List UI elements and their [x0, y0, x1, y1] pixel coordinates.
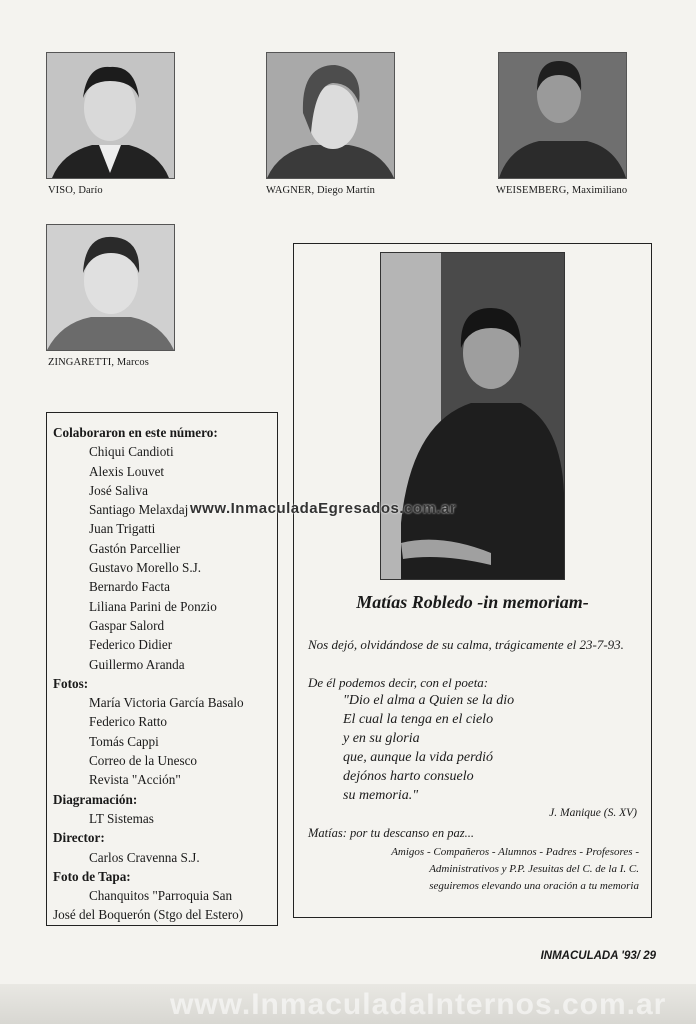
portrait-wagner-image: [267, 53, 394, 178]
memorial-footer-line: seguiremos elevando una oración a tu memoria: [429, 880, 639, 892]
credits-box: [46, 412, 278, 926]
poem-line: su memoria.": [343, 788, 419, 803]
collaborator-name: Bernardo Facta: [89, 579, 170, 595]
collaborator-name: José Saliva: [89, 482, 148, 498]
portrait-caption: VISO, Darío: [48, 185, 103, 196]
collaborator-name: Federico Didier: [89, 637, 173, 653]
cover-credit-line2: José del Boquerón (Stgo del Estero): [53, 907, 244, 923]
collaborator-name: Chiqui Candioti: [89, 444, 174, 460]
watermark-text: www.InmaculadaEgresados.com.ar: [190, 500, 457, 517]
memorial-box: [293, 243, 652, 918]
photos-heading: Fotos:: [53, 675, 89, 691]
memorial-intro: De él podemos decir, con el poeta:: [308, 675, 489, 690]
photographer-name: Correo de la Unesco: [89, 753, 198, 769]
portrait-zingaretti-image: [47, 225, 174, 350]
collaborator-name: Santiago Melaxdaj: [89, 502, 189, 518]
memorial-paragraph: Nos dejó, olvidándose de su calma, trágicamente el 23-7-93.: [308, 637, 624, 652]
poem-line: El cual la tenga en el cielo: [343, 712, 494, 727]
collaborator-name: Gastón Parcellier: [89, 540, 181, 556]
cover-credit-line1: Chanquitos "Parroquia San: [89, 888, 233, 904]
collaborator-name: Alexis Louvet: [89, 463, 165, 479]
photographer-name: Federico Ratto: [89, 714, 168, 730]
poem-line: dejónos harto consuelo: [343, 769, 474, 784]
layout-credit: LT Sistemas: [89, 810, 154, 826]
memorial-closing: Matías: por tu descanso en paz...: [308, 826, 474, 840]
page-footer: INMACULADA '93/ 29: [540, 950, 656, 962]
poem-line: que, aunque la vida perdió: [343, 750, 493, 765]
director-name: Carlos Cravenna S.J.: [89, 849, 200, 865]
poem-line: y en su gloria: [343, 731, 420, 746]
portrait-photo-zingaretti: [46, 224, 175, 351]
memorial-footer: [299, 844, 639, 895]
photographer-name: María Victoria García Basalo: [89, 695, 244, 711]
collaborator-name: Guillermo Aranda: [89, 656, 185, 672]
portrait-photo-viso: [46, 52, 175, 179]
collaborators-heading: Colaboraron en este número:: [53, 425, 218, 440]
portrait-weisemberg-image: [499, 53, 626, 178]
collaborator-name: Gaspar Salord: [89, 617, 165, 633]
memorial-photo-image: [381, 253, 564, 579]
photographer-name: Revista "Acción": [89, 772, 181, 788]
portrait-viso-image: [47, 53, 174, 178]
memorial-footer-line: Amigos - Compañeros - Alumnos - Padres - Profesores -: [391, 846, 639, 858]
portrait-caption: ZINGARETTI, Marcos: [48, 357, 149, 368]
memorial-footer-line: Administrativos y P.P. Jesuitas del C. de la I. C.: [429, 863, 639, 875]
portrait-photo-wagner: [266, 52, 395, 179]
portrait-photo-weisemberg: [498, 52, 627, 179]
photographer-name: Tomás Cappi: [89, 733, 159, 749]
director-heading: Director:: [53, 830, 105, 846]
watermark-bottom-text: www.InmaculadaInternos.com.ar: [170, 988, 667, 1021]
collaborator-name: Liliana Parini de Ponzio: [89, 598, 217, 614]
portrait-caption: WAGNER, Diego Martín: [266, 185, 376, 196]
poem-line: "Dio el alma a Quien se la dio: [343, 693, 515, 708]
poem-signature: J. Manique (S. XV): [549, 807, 637, 819]
memorial-photo: [380, 252, 565, 580]
cover-heading: Foto de Tapa:: [53, 868, 131, 884]
collaborator-name: Gustavo Morello S.J.: [89, 560, 202, 576]
portrait-caption: WEISEMBERG, Maximiliano: [496, 185, 628, 196]
layout-heading: Diagramación:: [53, 791, 138, 807]
memorial-title: Matías Robledo -in memoriam-: [356, 592, 589, 612]
collaborator-name: Juan Trigatti: [89, 521, 156, 537]
